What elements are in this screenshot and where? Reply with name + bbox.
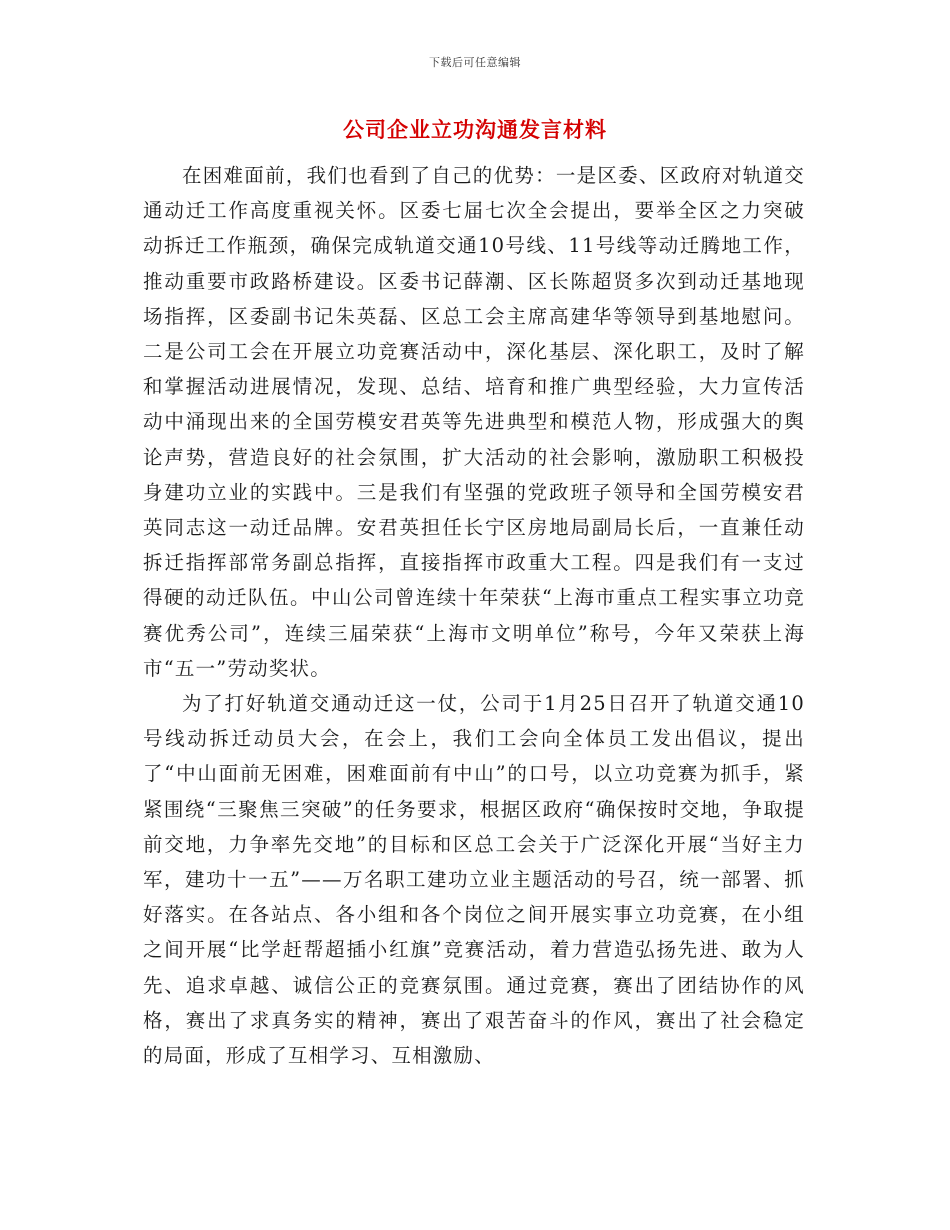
document-body [143,158,805,1073]
header-note: 下载后可任意编辑 [429,56,521,69]
paragraph: 为了打好轨道交通动迁这一仗，公司于1月25日召开了轨道交通10号线动拆迁动员大会，在会上，我们工会向全体员工发出倡议，提出了“中山面前无困难，困难面前有中山”的口号，以立功竞赛为抓手，紧紧围绕“三聚焦三突破”的任务要求，根据区政府“确保按时交地，争取提前交地，力争率先交地”的目标和区总工会关于广泛深化开展“当好主力军，建功十一五”——万名职工建功立业主题活动的号召，统一部署、抓好落实。在各站点、各小组和各个岗位之间开展实事立功竞赛，在小组之间开展“比学赶帮超插小红旗”竞赛活动，着力营造弘扬先进、敢为人先、追求卓越、诚信公正的竞赛氛围。通过竞赛，赛出了团结协作的风格，赛出了求真务实的精神，赛出了艰苦奋斗的作风，赛出了社会稳定的局面，形成了互相学习、互相激励、 [143,692,805,1068]
document-title: 公司企业立功沟通发言材料 [343,117,607,142]
paragraph: 在困难面前，我们也看到了自己的优势：一是区委、区政府对轨道交通动迁工作高度重视关怀。区委七届七次全会提出，要举全区之力突破动拆迁工作瓶颈，确保完成轨道交通10号线、11号线等动迁腾地工作，推动重要市政路桥建设。区委书记薛潮、区长陈超贤多次到动迁基地现场指挥，区委副书记朱英磊、区总工会主席高建华等领导到基地慰问。二是公司工会在开展立功竞赛活动中，深化基层、深化职工，及时了解和掌握活动进展情况，发现、总结、培育和推广典型经验，大力宣传活动中涌现出来的全国劳模安君英等先进典型和模范人物，形成强大的舆论声势，营造良好的社会氛围，扩大活动的社会影响，激励职工积极投身建功立业的实践中。三是我们有坚强的党政班子领导和全国劳模安君英同志这一动迁品牌。安君英担任长宁区房地局副局长后，一直兼任动拆迁指挥部常务副总指挥，直接指挥市政重大工程。四是我们有一支过得硬的动迁队伍。中山公司曾连续十年荣获“上海市重点工程实事立功竞赛优秀公司”，连续三届荣获“上海市文明单位”称号，今年又荣获上海市“五一”劳动奖状。 [143,164,805,680]
